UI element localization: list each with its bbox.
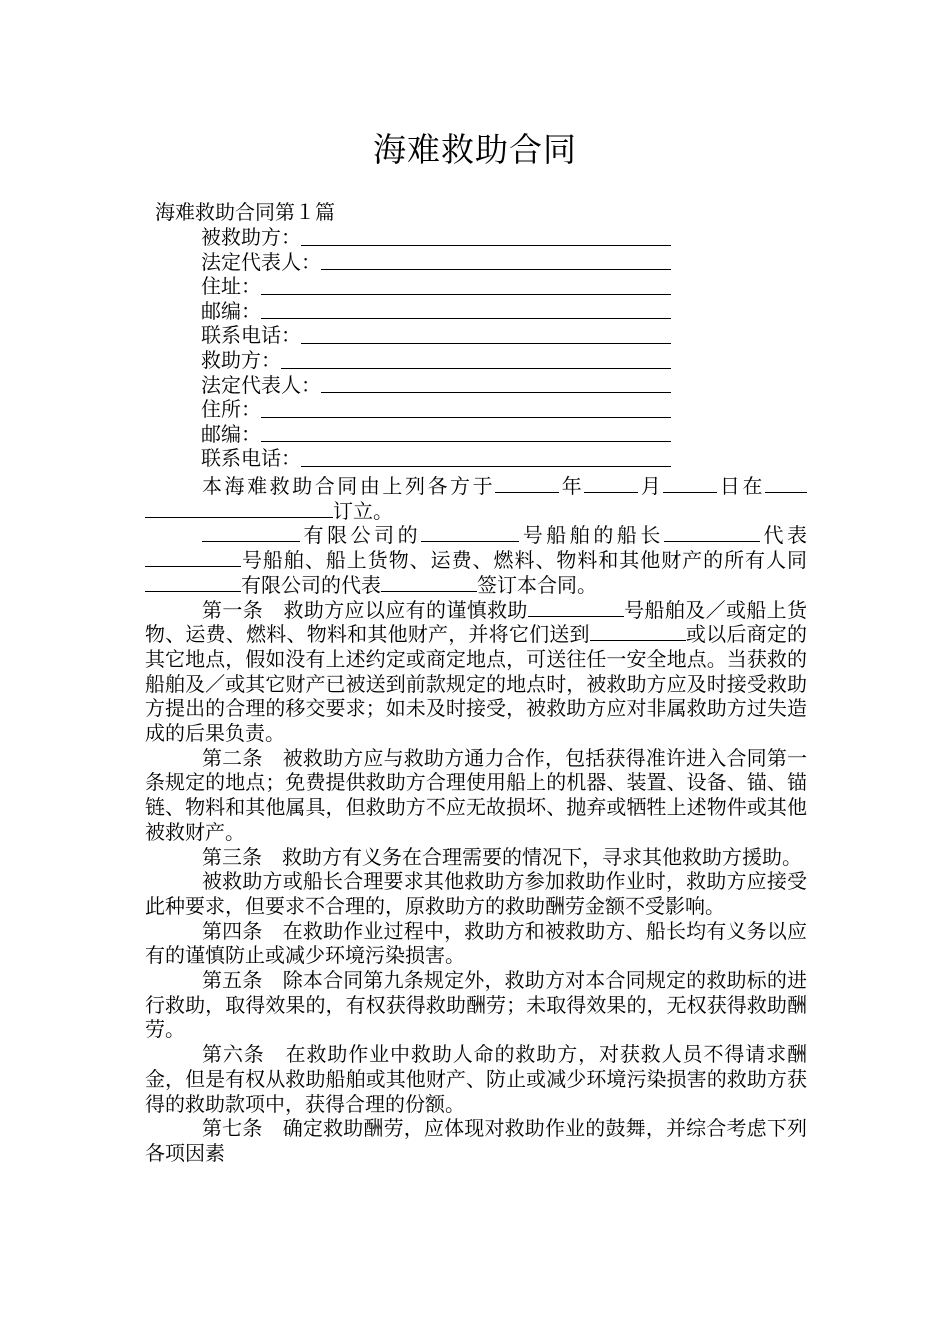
document-title: 海难救助合同 [373,130,577,169]
blank-ship[interactable] [145,548,241,567]
blank-company[interactable] [145,573,241,592]
party-field: 联系电话： [201,323,671,348]
party-field: 救助方： [201,348,671,373]
blank-destination[interactable] [590,622,686,641]
blank-line[interactable] [301,245,671,246]
blank-line[interactable] [261,294,671,295]
article-3: 第三条 救助方有义务在合理需要的情况下，寻求其他救助方援助。 [202,844,802,869]
party-field: 住址： [201,274,671,299]
blank-place[interactable] [765,474,807,493]
blank-company[interactable] [202,523,300,542]
article-7: 第七条 确定救助酬劳，应体现对救助作业的鼓舞，并综合考虑下列各项因素 [145,1116,808,1165]
blank-day[interactable] [663,474,717,493]
party-field: 住所： [201,397,671,422]
article-1: 第一条 救助方应以应有的谨慎救助 号船舶及／或船上货物、运费、燃料、物料和其他财产，并将它们送到 或以后商定的其它地点，假如没有上述约定或商定地点，可送往任一安全地点。当获救的船舶及／或其它财产已被送到前款规定的地点时，被救助方应及时接受救助方提出的合理的移交要求；如未及时接受，被救助方应对非属救助方过失造成的后果负责。 [145,597,808,746]
article-5: 第五条 除本合同第九条规定外，救助方对本合同规定的救助标的进行救助，取得效果的，有权获得救助酬劳；未取得效果的，无权获得救助酬劳。 [145,968,808,1042]
blank-line[interactable] [281,368,671,369]
blank-line[interactable] [261,318,671,319]
blank-month[interactable] [584,474,638,493]
article-4: 第四条 在救助作业过程中，救助方和被救助方、船长均有义务以应有的谨慎防止或减少环境污染损害。 [145,918,808,968]
contract-body [145,474,807,1166]
party-field: 邮编： [201,299,671,324]
article-6: 第六条 在救助作业中救助人命的救助方，对获救人员不得请求酬金，但是有权从救助船舶或其他财产、防止或减少环境污染损害的救助方获得的救助款项中，获得合理的份额。 [145,1042,808,1116]
article-3-paragraph-2: 被救助方或船长合理要求其他救助方参加救助作业时，救助方应接受此种要求，但要求不合理的，原救助方的救助酬劳金额不受影响。 [145,869,807,918]
blank-line[interactable] [321,269,671,270]
blank-place[interactable] [145,499,333,518]
document-subheading: 海难救助合同第１篇 [155,200,335,224]
party-field: 邮编： [201,422,671,447]
intro-paragraph: 本海难救助合同由上列各方于 年 月 日在订立。 [145,474,807,523]
blank-captain[interactable] [664,523,760,542]
blank-line[interactable] [261,417,671,418]
blank-line[interactable] [321,392,671,393]
intro-paragraph: 有限公司的 号船舶的船长 代表号船舶、船上货物、运费、燃料、物料和其他财产的所有人同有限公司的代表 签订本合同。 [145,523,807,597]
blank-line[interactable] [301,343,671,344]
blank-ship[interactable] [421,523,519,542]
blank-year[interactable] [495,474,559,493]
party-field: 被救助方： [201,225,671,250]
blank-ship[interactable] [528,598,624,617]
blank-line[interactable] [261,441,671,442]
party-fields [201,225,671,471]
party-field: 法定代表人： [201,373,671,398]
blank-representative[interactable] [381,573,477,592]
party-field: 联系电话： [201,446,671,471]
party-field: 法定代表人： [201,250,671,275]
article-2: 第二条 被救助方应与救助方通力合作，包括获得准许进入合同第一条规定的地点；免费提供救助方合理使用船上的机器、装置、设备、锚、锚链、物料和其他属具，但救助方不应无故损坏、抛弃或牺牲上述物件或其他被救财产。 [145,745,808,844]
blank-line[interactable] [301,466,671,467]
